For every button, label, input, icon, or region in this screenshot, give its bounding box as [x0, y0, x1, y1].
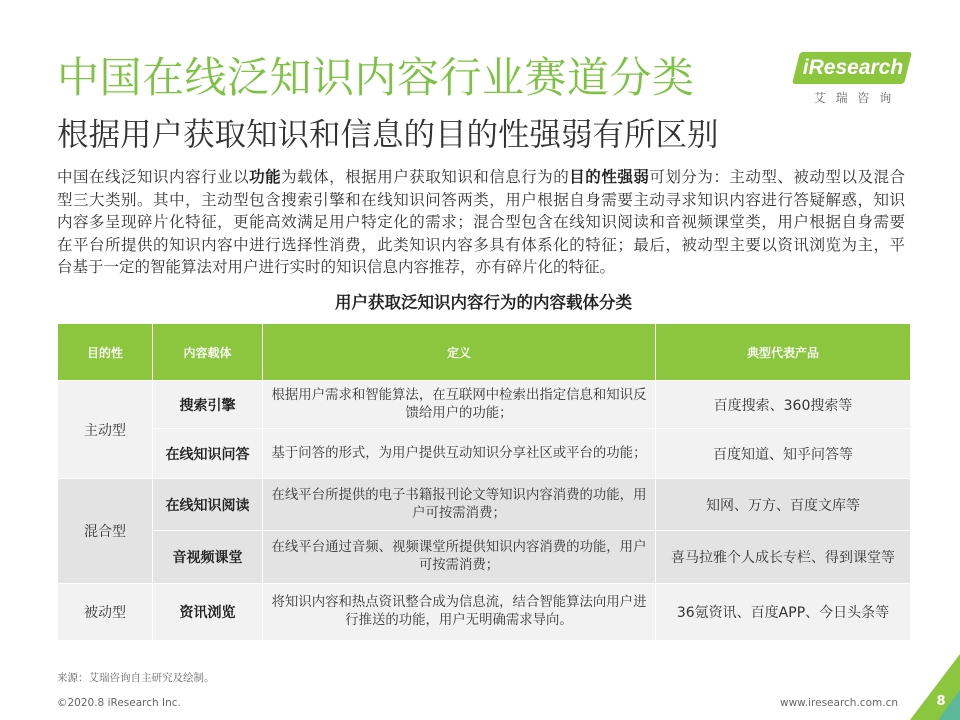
iresearch-logo: [790, 50, 915, 112]
product-cell: 百度知道、知乎问答等: [656, 429, 911, 479]
table-row: [58, 479, 911, 531]
carrier-cell: 音视频课堂: [153, 531, 263, 584]
product-cell: 知网、万方、百度文库等: [656, 479, 911, 531]
intro-text: 中国在线泛知识内容行业以: [57, 168, 250, 186]
header-carrier: 内容载体: [153, 324, 263, 381]
definition-cell: 将知识内容和热点资讯整合成为信息流，结合智能算法向用户进行推送的功能，用户无明确需求导向。: [263, 584, 656, 641]
intro-text: 为载体，根据用户获取知识和信息行为的: [281, 168, 570, 186]
definition-cell: 基于问答的形式，为用户提供互动知识分享社区或平台的功能；: [263, 429, 656, 479]
table-header-row: [58, 324, 911, 381]
table-row: [58, 584, 911, 641]
source-note: 来源：艾瑞咨询自主研究及绘制。: [57, 672, 215, 684]
table-row: [58, 531, 911, 584]
page-number: 8: [936, 694, 946, 709]
content-carrier-table: [57, 323, 911, 641]
group-cell-mixed: 混合型: [58, 479, 153, 584]
group-cell-active: 主动型: [58, 381, 153, 479]
copyright-text: ©2020.8 iResearch Inc.: [57, 697, 181, 709]
intro-line-4: 在平台所提供的知识内容中进行选择性消费，此类知识内容多具有体系化的特征；最后，被动型主要以资讯浏览为主，平: [57, 235, 905, 254]
product-cell: 百度搜索、360搜索等: [656, 381, 911, 429]
intro-bold-text: 功能: [249, 168, 282, 186]
intro-line-5: 台基于一定的智能算法对用户进行实时的知识信息内容推荐，亦有碎片化的特征。: [57, 258, 616, 276]
definition-cell: 在线平台所提供的电子书籍报刊论文等知识内容消费的功能，用户可按需消费；: [263, 479, 656, 531]
page-subtitle: 根据用户获取知识和信息的目的性强弱有所区别: [57, 117, 719, 153]
definition-cell: 在线平台通过音频、视频课堂所提供知识内容消费的功能，用户可按需消费；: [263, 531, 656, 584]
website-url: www.iresearch.com.cn: [779, 697, 898, 709]
header-products: 典型代表产品: [656, 324, 911, 381]
carrier-cell: 在线知识问答: [153, 429, 263, 479]
intro-paragraph: [57, 166, 905, 279]
logo-chinese-text: 艾 瑞 咨 询: [813, 91, 895, 105]
intro-line-3: 内容多呈现碎片化特征，更能高效满足用户特定化的需求；混合型包含在线知识阅读和音视频课堂类，用户根据自身需要: [57, 213, 905, 231]
header-purpose: 目的性: [58, 324, 153, 381]
product-cell: 喜马拉雅个人成长专栏、得到课堂等: [656, 531, 911, 584]
intro-line-2: 型三大类别。其中，主动型包含搜索引擎和在线知识问答两类，用户根据自身需要主动寻求知识内容进行答疑解惑，知识: [57, 190, 905, 209]
intro-text: 可划分为：主动型、被动型以及混合: [649, 168, 905, 186]
intro-bold-text: 目的性强弱: [569, 168, 650, 186]
intro-line-1: [57, 166, 905, 189]
table-row: [58, 429, 911, 479]
logo-brand-text: iResearch: [802, 56, 904, 79]
header-definition: 定义: [263, 324, 656, 381]
group-cell-passive: 被动型: [58, 584, 153, 641]
page-title: 中国在线泛知识内容行业赛道分类: [57, 53, 695, 102]
carrier-cell: 搜索引擎: [153, 381, 263, 429]
table-title: 用户获取泛知识内容行为的内容载体分类: [335, 293, 632, 312]
corner-triangle-decoration: [900, 650, 960, 720]
carrier-cell: 资讯浏览: [153, 584, 263, 641]
carrier-cell: 在线知识阅读: [153, 479, 263, 531]
product-cell: 36氪资讯、百度APP、今日头条等: [656, 584, 911, 641]
definition-cell: 根据用户需求和智能算法，在互联网中检索出指定信息和知识反馈给用户的功能；: [263, 381, 656, 429]
table-row: [58, 381, 911, 429]
